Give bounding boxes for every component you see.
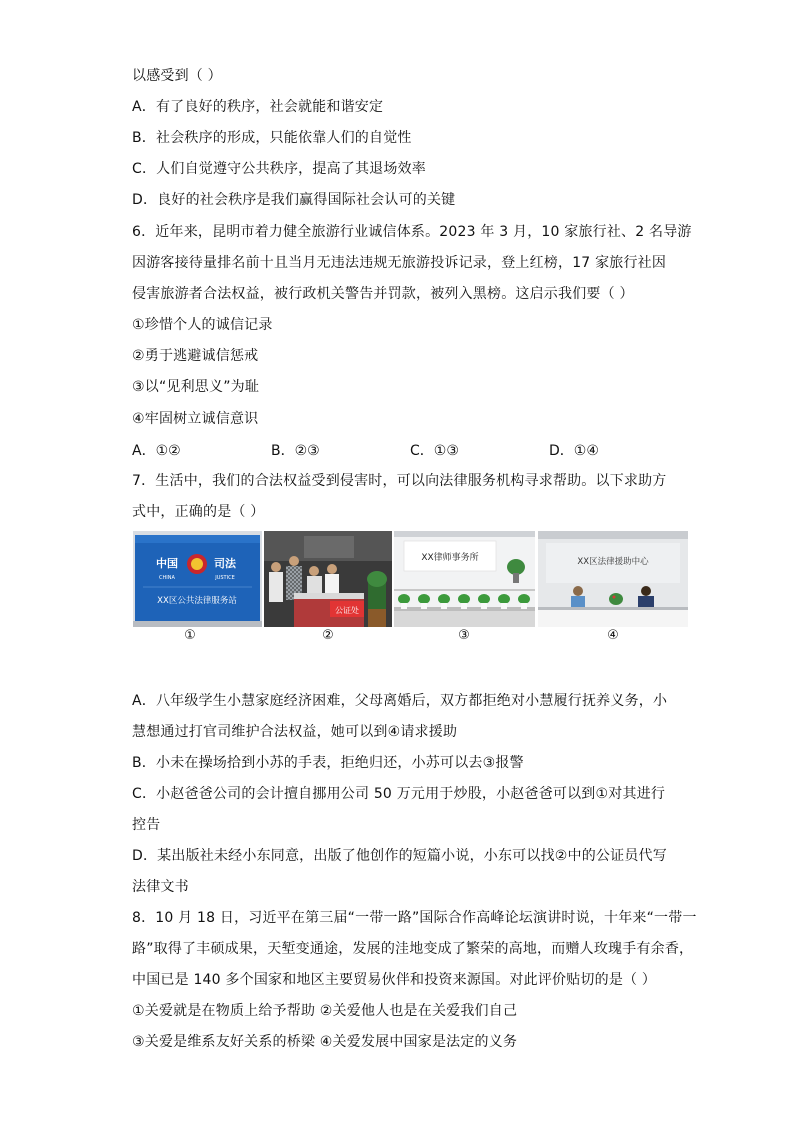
q7-option-c-line-1: C．小赵爸爸公司的会计擅自挪用公司 50 万元用于炒股，小赵爸爸可以到①对其进行 <box>132 786 666 802</box>
sign-china-en: CHINA <box>159 575 175 581</box>
q6-statement-2: ②勇于逃避诚信惩戒 <box>132 348 259 364</box>
q6-stem-line-1: 6．近年来，昆明市着力健全旅游行业诚信体系。2023 年 3 月，10 家旅行社、2 名导游 <box>132 224 692 240</box>
q5-option-c: C．人们自觉遵守公共秩序，提高了其退场效率 <box>132 161 426 177</box>
sign-justice-cn: 司法 <box>214 557 236 570</box>
q5-option-d: D．良好的社会秩序是我们赢得国际社会认可的关键 <box>132 192 456 208</box>
photo-notary-office <box>264 531 392 627</box>
sign-notary: 公证处 <box>335 606 359 615</box>
sign-justice-en: JUSTICE <box>215 575 235 581</box>
photo-legal-aid-center <box>538 531 688 627</box>
photo-legal-service-station <box>133 531 262 627</box>
q6-option-b: B．②③ <box>271 443 320 459</box>
q6-statement-4: ④牢固树立诚信意识 <box>132 411 259 427</box>
q7-option-c-line-2: 控告 <box>132 817 161 833</box>
q6-statement-1: ①珍惜个人的诚信记录 <box>132 317 273 333</box>
q8-statements-3-4: ③关爱是维系友好关系的桥梁 ④关爱发展中国家是法定的义务 <box>132 1034 518 1050</box>
photo-law-firm <box>394 531 535 627</box>
q7-option-b: B．小未在操场拾到小苏的手表，拒绝归还，小苏可以去③报警 <box>132 755 524 771</box>
q7-option-a-line-1: A．八年级学生小慧家庭经济困难，父母离婚后，双方都拒绝对小慧履行抚养义务，小 <box>132 693 668 709</box>
sign-china-cn: 中国 <box>156 557 178 570</box>
sign-law-firm: XX律师事务所 <box>421 553 479 563</box>
photo-caption-1: ① <box>184 628 196 643</box>
q6-option-a: A．①② <box>132 443 181 459</box>
q6-option-c: C．①③ <box>410 443 459 459</box>
q7-stem-line-2: 式中，正确的是（ ） <box>132 504 265 520</box>
q6-options <box>132 440 692 460</box>
q8-stem-line-3: 中国已是 140 多个国家和地区主要贸易伙伴和投资来源国。对此评价贴切的是（ ） <box>132 972 657 988</box>
q6-stem-line-3: 侵害旅游者合法权益，被行政机关警告并罚款，被列入黑榜。这启示我们要（ ） <box>132 286 634 302</box>
photo-caption-3: ③ <box>458 628 470 643</box>
q8-statements-1-2: ①关爱就是在物质上给予帮助 ②关爱他人也是在关爱我们自己 <box>132 1003 518 1019</box>
q7-option-d-line-2: 法律文书 <box>132 879 189 895</box>
q5-stem-tail: 以感受到（ ） <box>132 68 222 84</box>
q7-option-a-line-2: 慧想通过打官司维护合法权益，她可以到④请求援助 <box>132 724 458 740</box>
q5-option-a: A．有了良好的秩序，社会就能和谐安定 <box>132 99 384 115</box>
sign-service-station: XX区公共法律服务站 <box>157 596 237 606</box>
sign-legal-aid: XX区法律援助中心 <box>577 557 649 567</box>
q6-stem-line-2: 因游客接待量排名前十且当月无违法违规无旅游投诉记录，登上红榜，17 家旅行社因 <box>132 255 667 271</box>
q7-option-d-line-1: D．某出版社未经小东同意，出版了他创作的短篇小说，小东可以找②中的公证员代写 <box>132 848 667 864</box>
q5-option-b: B．社会秩序的形成，只能依靠人们的自觉性 <box>132 130 412 146</box>
q8-stem-line-2: 路”取得了丰硕成果，天堑变通途，发展的洼地变成了繁荣的高地，而赠人玫瑰手有余香， <box>132 941 694 957</box>
photo-caption-4: ④ <box>607 628 619 643</box>
photo-caption-2: ② <box>322 628 334 643</box>
q7-photo-strip <box>133 531 688 647</box>
q6-statement-3: ③以“见利思义”为耻 <box>132 379 260 395</box>
q7-stem-line-1: 7．生活中，我们的合法权益受到侵害时，可以向法律服务机构寻求帮助。以下求助方 <box>132 473 667 489</box>
q8-stem-line-1: 8．10 月 18 日，习近平在第三届“一带一路”国际合作高峰论坛演讲时说，十年来“一带一 <box>132 910 697 926</box>
q6-option-d: D．①④ <box>549 443 599 459</box>
